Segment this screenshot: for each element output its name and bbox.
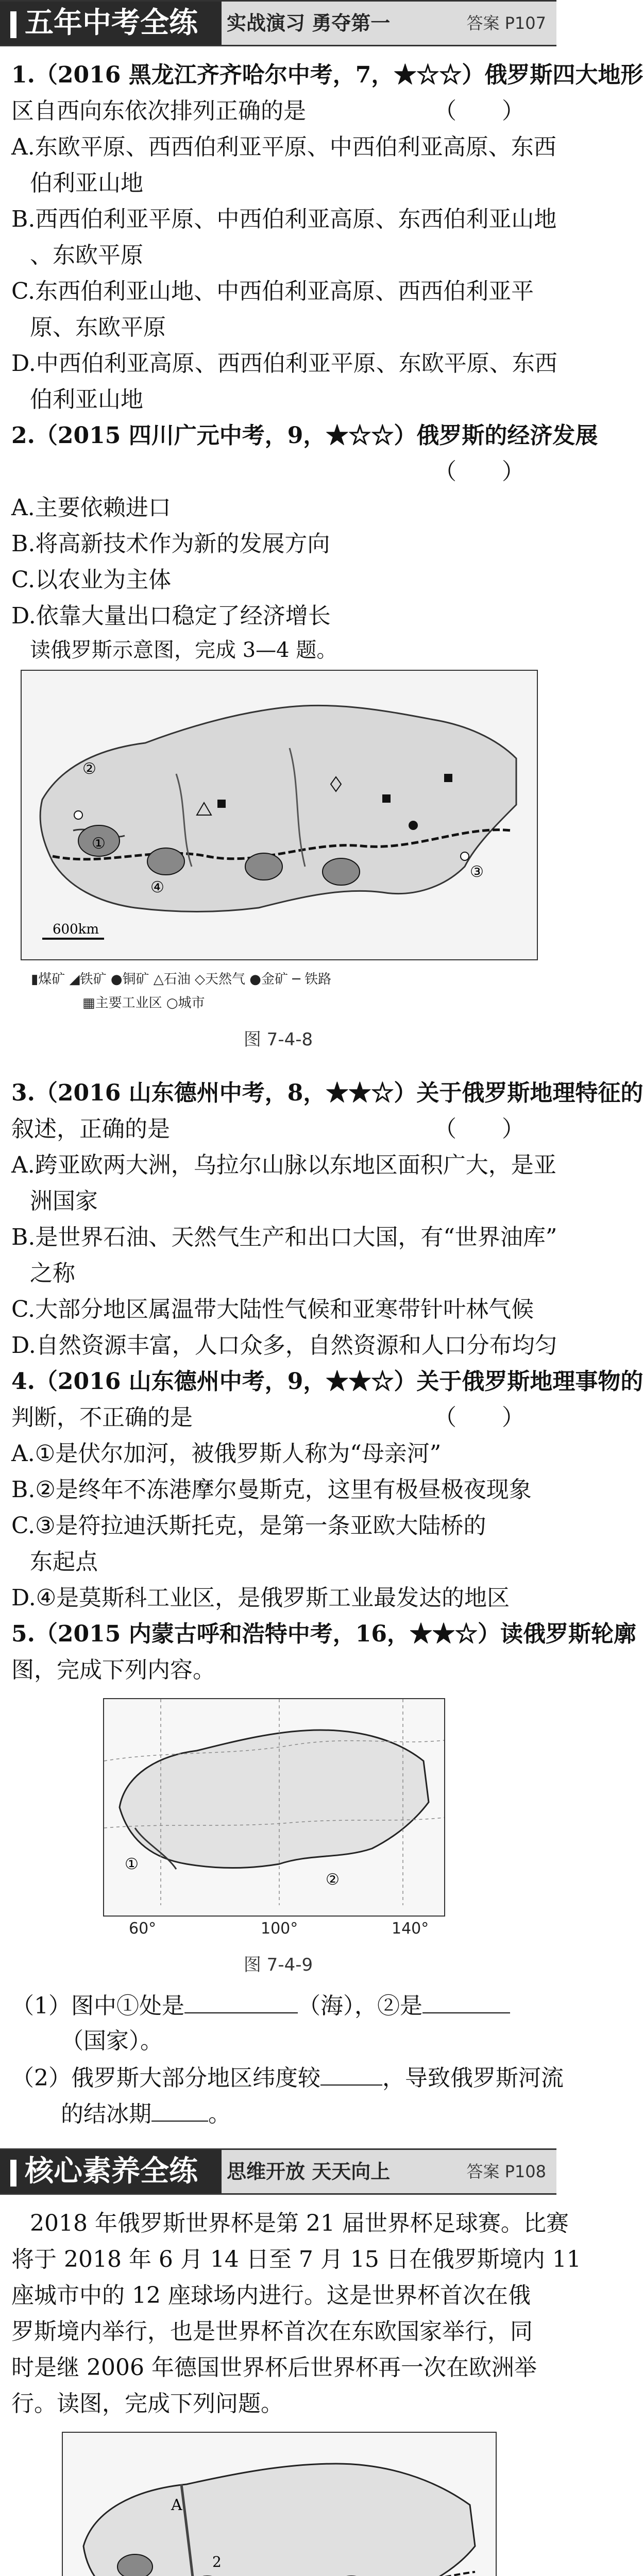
q3-stem-line2 — [11, 1116, 545, 1143]
lon-label-100: 100° — [261, 1920, 298, 1938]
q4-option-d: D.④是莫斯科工业区，是俄罗斯工业最发达的地区 — [11, 1585, 510, 1611]
q2-answer-paren: （ ） — [434, 459, 524, 485]
q2-option-b: B.将高新技术作为新的发展方向 — [11, 531, 330, 557]
industrial-area-2 — [147, 848, 184, 875]
q4-option-c: C.③是符拉迪沃斯托克，是第一条亚欧大陆桥的 — [11, 1513, 486, 1539]
q3-option-c: C.大部分地区属温带大陆性气候和亚寒带针叶林气候 — [11, 1296, 534, 1323]
q5-part2 — [11, 2064, 564, 2092]
q3-stem-text-2: 叙述，正确的是 — [11, 1116, 170, 1142]
q3-option-b-cont: 之称 — [30, 1260, 75, 1286]
q1-stem-text-2: 区自西向东依次排列正确的是 — [11, 98, 306, 124]
russia-resource-map — [21, 670, 538, 960]
q1-stem-line2 — [11, 98, 545, 125]
map-label-4: ④ — [150, 878, 164, 896]
industrial-area-3 — [245, 853, 282, 880]
q5b-blank-latitude[interactable] — [320, 2064, 382, 2086]
section-title-text-2: 核心素养全练 — [25, 2155, 198, 2188]
q5a-text-1: （1）图中①处是 — [11, 1993, 184, 2019]
q3-option-a-cont: 洲国家 — [30, 1188, 98, 1214]
q3-stem-text: 3.（2016 山东德州中考，8，★★☆）关于俄罗斯地理特征的 — [11, 1080, 643, 1106]
q3-stem-line1 — [11, 1080, 643, 1107]
russia-resource-map-svg — [22, 671, 537, 959]
lon-label-60: 60° — [129, 1920, 157, 1938]
q4-stem-text: 4.（2016 山东德州中考，9，★★☆）关于俄罗斯地理事物的 — [11, 1368, 643, 1395]
q2-option-d: D.依靠大量出口稳定了经济增长 — [11, 603, 331, 629]
outline-map-label-1: ① — [125, 1855, 139, 1873]
map-label-2: ② — [82, 760, 96, 778]
map-legend-row2: ▦主要工业区 ○城市 — [82, 995, 205, 1011]
q3-option-d: D.自然资源丰富，人口众多，自然资源和人口分布均匀 — [11, 1332, 557, 1359]
q5b-text-3: 的结冰期 — [61, 2101, 151, 2127]
gold-mine-icon — [409, 821, 418, 830]
intro-para-line5: 时是继 2006 年德国世界杯后世界杯再一次在欧洲举 — [11, 2354, 537, 2381]
russia-industry-map-svg — [63, 2433, 496, 2576]
map-label-3: ③ — [470, 863, 484, 881]
q3-4-intro: 读俄罗斯示意图，完成 3—4 题。 — [30, 638, 337, 662]
answer-reference-2: 答案 P108 — [466, 2162, 546, 2181]
intro-para-line4: 罗斯境内举行，也是世界杯首次在东欧国家举行，同 — [11, 2318, 533, 2345]
q4-stem-line1 — [11, 1368, 643, 1395]
label-mountain-a: A — [171, 2496, 182, 2514]
intro-para-line1: 2018 年俄罗斯世界杯是第 21 届世界杯足球赛。比赛 — [30, 2210, 569, 2236]
q2-option-a: A.主要依赖进口 — [11, 495, 171, 521]
q5a-blank-country[interactable] — [422, 1992, 510, 2013]
section-subtitle: 实战演习 勇夺第一 — [227, 12, 391, 35]
q1-option-b-cont: 、东欧平原 — [30, 242, 143, 268]
q4-option-c-cont: 东起点 — [30, 1549, 98, 1575]
q2-stem-text: 2.（2015 四川广元中考，9，★☆☆）俄罗斯的经济发展 — [11, 422, 598, 449]
q4-stem-line2 — [11, 1404, 545, 1431]
q5b-text-4: 。 — [208, 2101, 231, 2127]
title-bar-mark-2 — [10, 2160, 16, 2187]
russia-industry-map — [62, 2432, 497, 2576]
q1-option-d: D.中西伯利亚高原、西西伯利亚平原、东欧平原、东西 — [11, 350, 557, 377]
section-title — [0, 2, 222, 45]
section-header-literacy — [0, 2148, 556, 2195]
intro-para-line3: 座城市中的 12 座球场内进行。这是世界杯首次在俄 — [11, 2282, 531, 2309]
figure-caption-748: 图 7-4-8 — [243, 1029, 313, 1050]
q3-option-a: A.跨亚欧两大洲，乌拉尔山脉以东地区面积广大，是亚 — [11, 1152, 556, 1178]
q1-option-a: A.东欧平原、西西伯利亚平原、中西伯利亚高原、东西 — [11, 134, 556, 160]
q1-stem-line1 — [11, 62, 643, 89]
coal-mine-icon-3 — [444, 774, 452, 782]
q5-stem-line2: 图，完成下列内容。 — [11, 1657, 215, 1683]
q1-stem-text: 1.（2016 黑龙江齐齐哈尔中考，7，★☆☆）俄罗斯四大地形 — [11, 62, 643, 88]
answer-reference: 答案 P107 — [466, 13, 546, 33]
q1-option-d-cont: 伯利亚山地 — [30, 386, 143, 413]
section-subtitle-2: 思维开放 天天向上 — [227, 2160, 391, 2183]
map-legend-row1: ▮煤矿 ◢铁矿 ●铜矿 △石油 ◇天然气 ●金矿 ─ 铁路 — [31, 972, 332, 987]
map-label-1: ① — [92, 835, 106, 853]
q5b-text-2: ，导致俄罗斯河流 — [382, 2065, 564, 2091]
industrial-zone-1 — [117, 2554, 153, 2576]
scale-label: 600km — [53, 922, 99, 937]
q5-stem-text: 5.（2015 内蒙古呼和浩特中考，16，★★☆）读俄罗斯轮廓 — [11, 1621, 636, 1647]
q1-answer-paren: （ ） — [434, 98, 524, 124]
q5b-text-1: （2）俄罗斯大部分地区纬度较 — [11, 2065, 320, 2091]
q4-answer-paren: （ ） — [434, 1404, 524, 1431]
q3-answer-paren: （ ） — [434, 1116, 524, 1142]
q1-option-b: B.西西伯利亚平原、中西伯利亚高原、东西伯利亚山地 — [11, 206, 557, 232]
russia-outline-map-svg — [104, 1699, 444, 1916]
russia-outline-map — [103, 1698, 445, 1917]
industrial-area-4 — [323, 858, 360, 885]
q4-option-a: A.①是伏尔加河，被俄罗斯人称为“母亲河” — [11, 1440, 442, 1467]
section-title-text: 五年中考全练 — [25, 6, 198, 40]
q1-option-c: C.东西伯利亚山地、中西伯利亚高原、西西伯利亚平 — [11, 278, 534, 304]
q5-part1-cont: （国家）。 — [61, 2028, 163, 2054]
q2-option-c: C.以农业为主体 — [11, 567, 172, 593]
q5-part2-cont — [61, 2100, 545, 2128]
q5a-text-2: （海），②是 — [298, 1993, 422, 2019]
lon-label-140: 140° — [392, 1920, 429, 1938]
intro-para-line2: 将于 2018 年 6 月 14 日至 7 月 15 日在俄罗斯境内 11 — [11, 2246, 581, 2273]
city-marker-2 — [461, 852, 469, 860]
q4-stem-text-2: 判断，不正确的是 — [11, 1404, 193, 1431]
city-marker — [74, 811, 82, 819]
q5-stem-line1 — [11, 1621, 636, 1648]
outline-map-label-2: ② — [326, 1871, 340, 1889]
q5a-blank-sea[interactable] — [184, 1992, 298, 2013]
section-header-practice — [0, 0, 556, 46]
coal-mine-icon — [217, 800, 226, 808]
q1-option-c-cont: 原、东欧平原 — [30, 314, 166, 341]
q2-stem — [11, 422, 598, 449]
coal-mine-icon-2 — [382, 794, 391, 803]
label-zone-2: 2 — [212, 2553, 222, 2570]
title-bar-mark — [10, 11, 16, 38]
q5b-blank-freeze[interactable] — [151, 2100, 208, 2122]
q5-part1 — [11, 1992, 545, 2020]
q3-option-b: B.是世界石油、天然气生产和出口大国，有“世界油库” — [11, 1224, 557, 1250]
section-title-2 — [0, 2150, 222, 2193]
intro-para-line6: 行。读图，完成下列问题。 — [11, 2391, 283, 2417]
q4-option-b: B.②是终年不冻港摩尔曼斯克，这里有极昼极夜现象 — [11, 1477, 532, 1503]
q1-option-a-cont: 伯利亚山地 — [30, 170, 143, 196]
figure-caption-749: 图 7-4-9 — [243, 1955, 313, 1975]
